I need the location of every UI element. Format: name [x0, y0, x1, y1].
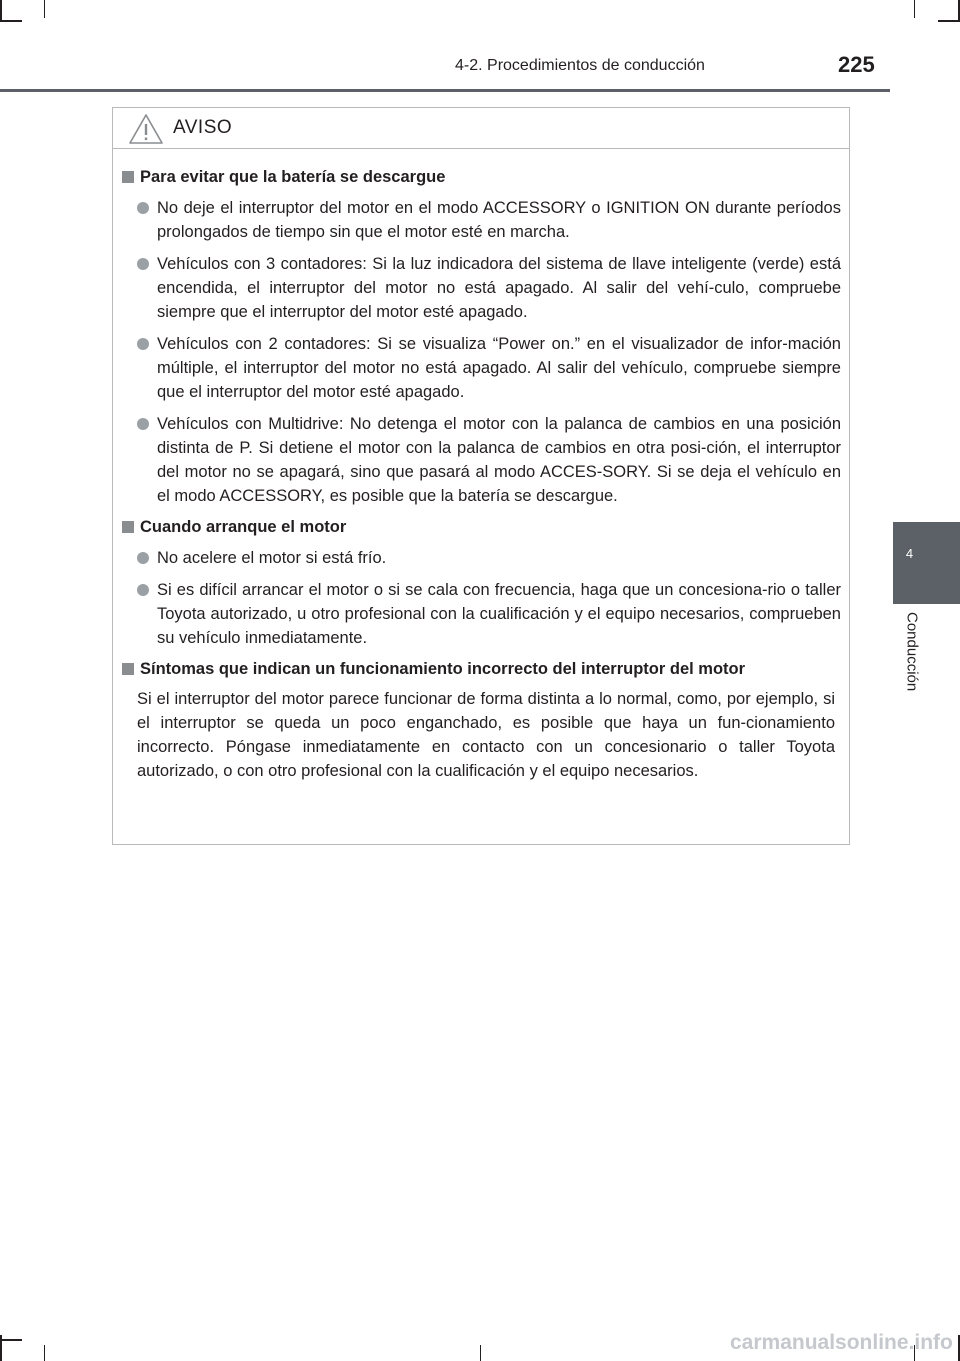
bullet-dot-icon — [137, 258, 149, 270]
crop-mark — [938, 20, 960, 22]
chapter-number: 4 — [905, 546, 914, 561]
section-heading: Síntomas que indican un funcionamiento incorrecto del interruptor del motor — [116, 658, 849, 680]
crop-mark — [0, 1339, 22, 1341]
square-bullet-icon — [122, 521, 134, 533]
crop-mark — [44, 0, 45, 18]
header-rule — [0, 89, 890, 92]
crop-mark — [44, 1345, 45, 1361]
bullet-dot-icon — [137, 338, 149, 350]
chapter-label-text: Conducción — [903, 612, 921, 692]
list-item: Vehículos con 3 contadores: Si la luz indicadora del sistema de llave inteligente (verde) está encendida, el interruptor del motor no está apagado. Al salir del vehí-culo, compruebe siempre que el interruptor del motor esté apagado. — [157, 252, 841, 324]
square-bullet-icon — [122, 663, 134, 675]
bullet-dot-icon — [137, 202, 149, 214]
square-bullet-icon — [122, 171, 134, 183]
section-title: 4-2. Procedimientos de conducción — [455, 57, 705, 74]
warning-header — [113, 108, 849, 149]
list-item: Si es difícil arrancar el motor o si se cala con frecuencia, haga que un concesiona-rio o taller Toyota autorizado, u otro profesional con la cualificación y el equipo necesarios, comprueben su vehículo inmediatamente. — [157, 578, 841, 650]
watermark: carmanualsonline.info — [730, 1331, 953, 1354]
warning-box — [112, 107, 850, 845]
chapter-tab — [893, 522, 960, 604]
section-paragraph: Si el interruptor del motor parece funcionar de forma distinta a lo normal, como, por ejemplo, si el interruptor se queda un poco enganchado, es posible que haya un fun-cionamiento incorrecto. Póngase inmediatamente en contacto con un concesionario o taller Toyota autorizado, o con otro profesional con la cualificación y el equipo necesarios. — [137, 690, 835, 780]
crop-mark — [0, 0, 2, 22]
list-item: No acelere el motor si está frío. — [157, 546, 841, 570]
page-number: 225 — [838, 52, 875, 77]
section-heading: Cuando arranque el motor — [116, 516, 849, 538]
bullet-dot-icon — [137, 584, 149, 596]
bullet-dot-icon — [137, 418, 149, 430]
crop-mark — [914, 0, 915, 18]
warning-body — [113, 166, 849, 783]
section-heading: Para evitar que la batería se descargue — [116, 166, 849, 188]
bullet-dot-icon — [137, 552, 149, 564]
list-item: Vehículos con 2 contadores: Si se visualiza “Power on.” en el visualizador de infor-mación múltiple, el interruptor del motor no está apagado. Al salir del vehículo, compruebe siempre que el interruptor del motor esté apagado. — [157, 332, 841, 404]
warning-triangle-icon — [128, 113, 164, 145]
crop-mark — [480, 1345, 481, 1361]
warning-title: AVISO — [173, 117, 233, 138]
chapter-label — [900, 612, 924, 722]
crop-mark — [0, 20, 22, 22]
list-item: No deje el interruptor del motor en el modo ACCESSORY o IGNITION ON durante períodos prolongados de tiempo sin que el motor esté en marcha. — [157, 196, 841, 244]
list-item: Vehículos con Multidrive: No detenga el motor con la palanca de cambios en una posición distinta de P. Si detiene el motor con la palanca de cambios en otra posi-ción, el interruptor del motor no se apagará, sino que pasará al modo ACCES-SORY. Si se deja el vehículo en el modo ACCESSORY, es posible que la batería se descargue. — [157, 412, 841, 508]
